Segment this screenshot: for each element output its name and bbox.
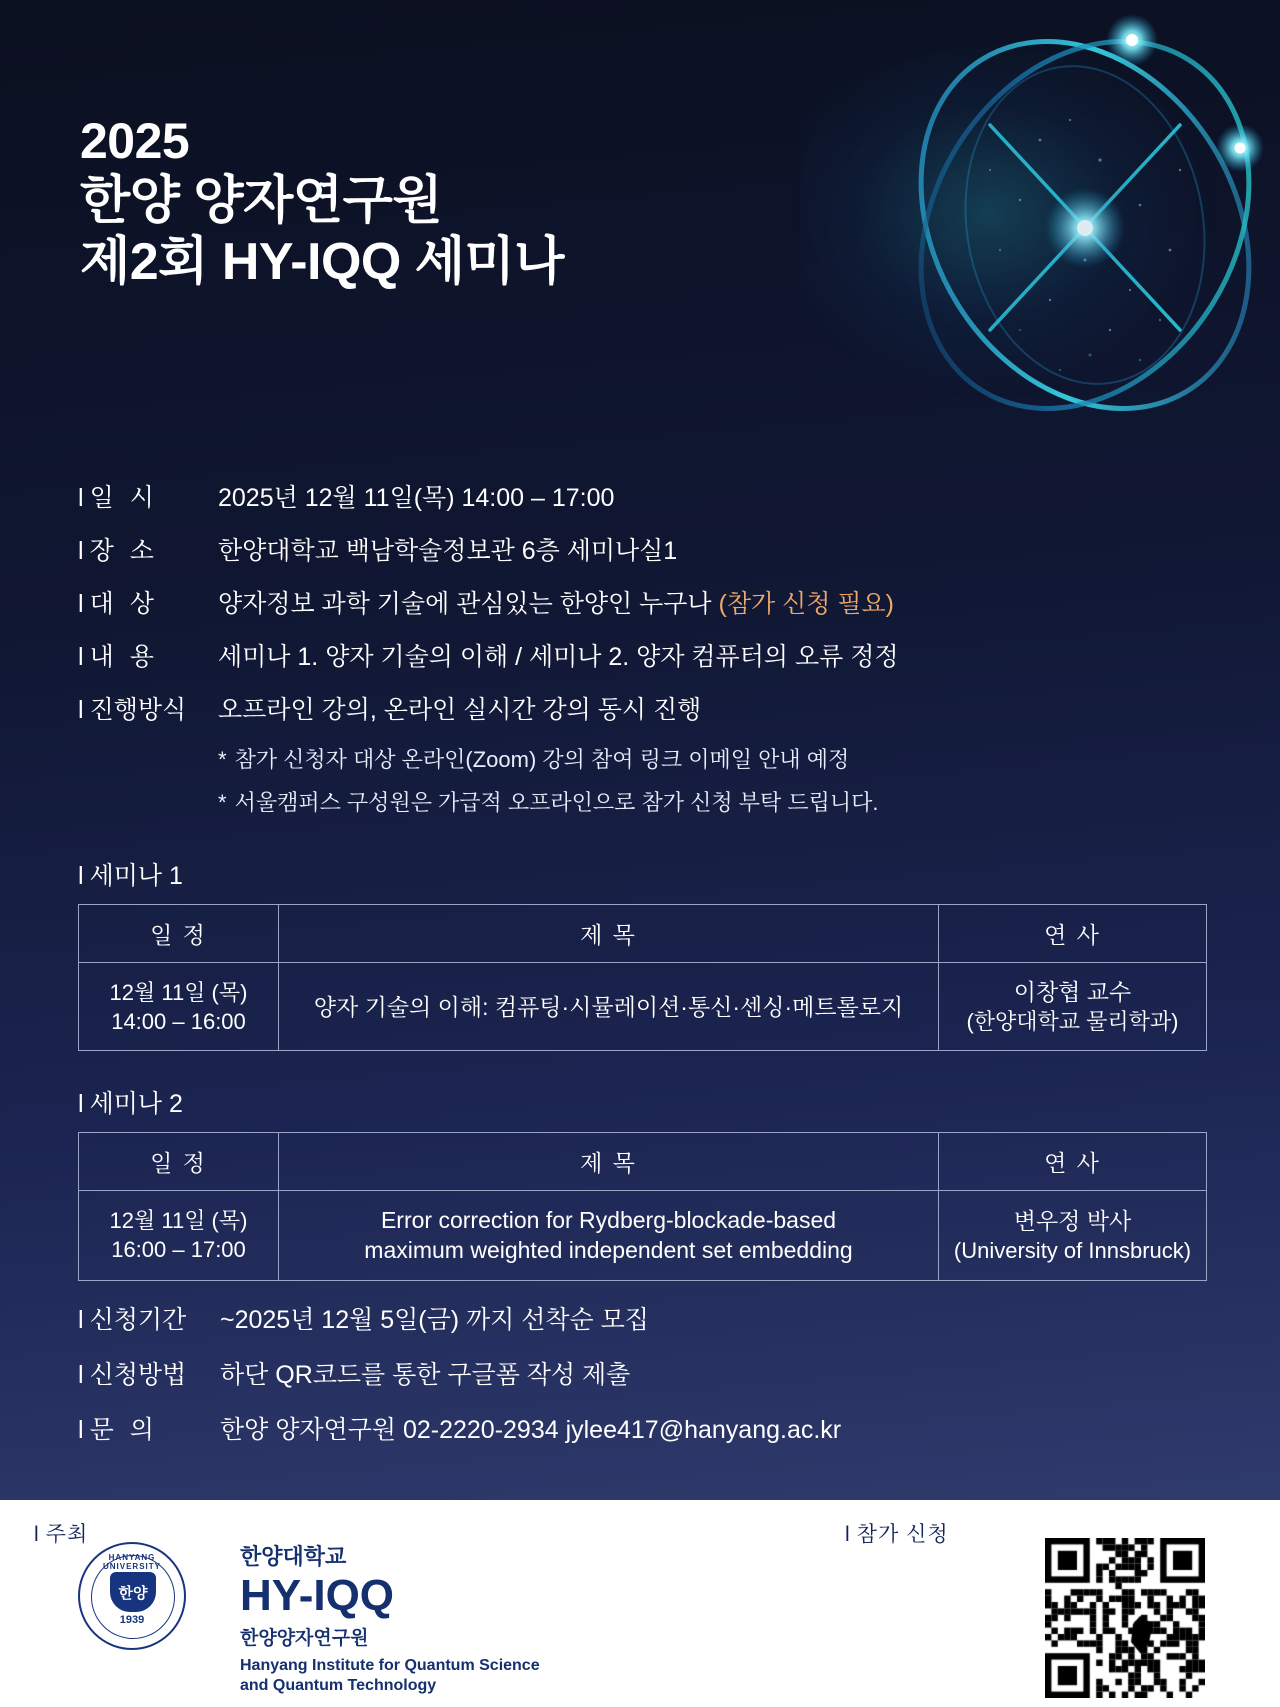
info-row-content [78, 637, 1208, 673]
info-value-date: 2025년 12월 11일(목) 14:00 ‒ 17:00 [218, 484, 615, 512]
table-header-row [79, 905, 1207, 963]
asterisk-icon: * [218, 747, 227, 772]
apply-label-text: 참가 신청 [856, 1523, 949, 1546]
col-header-title: 제 목 [279, 905, 939, 963]
qr-code-canvas[interactable] [1045, 1538, 1205, 1698]
seminar-1-table [78, 904, 1207, 1051]
bullet-bar: l [78, 643, 84, 671]
atom-svg [740, 0, 1280, 430]
seminar-2-title [78, 1084, 1206, 1120]
info-label-format: l 진행방식 [78, 696, 187, 724]
info-row-format [78, 690, 1208, 726]
cell-date [79, 963, 279, 1051]
audience-note: (참가 신청 필요) [718, 590, 894, 618]
bullet-bar: l [78, 1306, 84, 1334]
cell-date-line1: 12월 11일 (목) [109, 1208, 248, 1234]
host-label [34, 1518, 88, 1548]
emblem-year: 1939 [119, 1614, 145, 1626]
apply-label [845, 1518, 949, 1548]
emblem-shield: 한양 [110, 1572, 156, 1612]
seminar-1-title-text: 세미나 1 [89, 862, 183, 890]
table-row [79, 963, 1207, 1051]
info-row-date [78, 478, 1208, 514]
info-value-method: 하단 QR코드를 통한 구글폼 작성 제출 [220, 1361, 631, 1389]
cell-title-line2: maximum weighted independent set embedding [364, 1237, 853, 1264]
info-row-method [78, 1355, 1208, 1391]
info-label-period: l 신청기간 [78, 1306, 187, 1334]
brand-university: 한양대학교 [240, 1544, 347, 1569]
seminar-2-title-text: 세미나 2 [89, 1090, 183, 1118]
brand-institute-kr: 한양양자연구원 [240, 1628, 369, 1650]
note-text: 서울캠퍼스 구성원은 가급적 오프라인으로 참가 신청 부탁 드립니다. [234, 790, 879, 815]
title-year: 2025 [80, 113, 190, 169]
brand-institute-en-line2: and Quantum Technology [240, 1677, 437, 1695]
host-label-text: 주최 [45, 1523, 89, 1546]
title-line-3: 제2회 HY-IQQ 세미나 [80, 233, 565, 292]
info-row-contact [78, 1410, 1208, 1446]
qr-code[interactable] [1045, 1538, 1205, 1698]
note-item [218, 743, 1208, 774]
table-header-row [79, 1133, 1207, 1191]
info-value-format: 오프라인 강의, 온라인 실시간 강의 동시 진행 [218, 696, 702, 724]
audience-text: 양자정보 과학 기술에 관심있는 한양인 누구나 [218, 590, 719, 618]
col-header-speaker: 연 사 [939, 1133, 1207, 1191]
cell-speaker-affiliation: (University of Innsbruck) [953, 1238, 1192, 1264]
bullet-bar: l [78, 590, 84, 618]
seminar-1-title [78, 856, 1206, 892]
asterisk-icon: * [218, 790, 227, 815]
cell-speaker-name: 변우정 박사 [1013, 1207, 1132, 1234]
brand-institute-en-line1: Hanyang Institute for Quantum Science [240, 1657, 540, 1675]
bullet-bar: l [78, 1416, 84, 1444]
info-label-date: l 일시 [78, 484, 154, 512]
application-info [78, 1300, 1208, 1465]
poster-title [80, 112, 564, 294]
info-row-place [78, 531, 1208, 567]
cell-speaker-name: 이창협 교수 [1013, 979, 1132, 1005]
atom-glow [800, 40, 1220, 400]
col-header-date: 일 정 [79, 1133, 279, 1191]
cell-speaker-affiliation: (한양대학교 물리학과) [966, 1009, 1179, 1035]
info-value-audience [218, 584, 894, 620]
bullet-bar: l [34, 1523, 40, 1546]
info-value-content: 세미나 1. 양자 기술의 이해 / 세미나 2. 양자 컴퓨터의 오류 정정 [218, 643, 899, 671]
table-row [79, 1191, 1207, 1281]
seminar-1-section [78, 856, 1206, 1051]
info-notes [218, 743, 1208, 817]
emblem-arc-text: HANYANG UNIVERSITY [102, 1553, 161, 1571]
event-info [78, 478, 1208, 829]
note-text: 참가 신청자 대상 온라인(Zoom) 강의 참여 링크 이메일 안내 예정 [234, 747, 850, 772]
info-value-period: ~2025년 12월 5일(금) 까지 선착순 모집 [220, 1306, 649, 1334]
info-row-period [78, 1300, 1208, 1336]
cell-speaker [939, 1191, 1207, 1281]
bullet-bar: l [78, 696, 84, 724]
info-label-place: l 장소 [78, 537, 154, 565]
cell-date-line2: 16:00 ‒ 17:00 [111, 1237, 246, 1263]
info-value-place: 한양대학교 백남학술정보관 6층 세미나실1 [218, 537, 678, 565]
bullet-bar: l [78, 484, 84, 512]
cell-title [279, 1191, 939, 1281]
note-item [218, 786, 1208, 817]
bullet-bar: l [78, 537, 84, 565]
hy-iqq-brand [240, 1540, 540, 1696]
cell-title-line1: Error correction for Rydberg-blockade-based [380, 1207, 837, 1233]
seminar-2-table [78, 1132, 1207, 1281]
seminar-2-section [78, 1084, 1206, 1281]
bullet-bar: l [78, 862, 84, 890]
bullet-bar: l [78, 1361, 84, 1389]
info-label-contact: l 문의 [78, 1416, 154, 1444]
cell-date-line2: 14:00 ‒ 16:00 [111, 1008, 246, 1034]
col-header-date: 일 정 [79, 905, 279, 963]
info-row-audience [78, 584, 1208, 620]
hanyang-university-emblem [78, 1542, 186, 1650]
title-line-2: 한양 양자연구원 [80, 172, 443, 230]
info-label-audience: l 대상 [78, 590, 154, 618]
col-header-speaker: 연 사 [939, 905, 1207, 963]
cell-speaker [939, 963, 1207, 1051]
col-header-title: 제 목 [279, 1133, 939, 1191]
poster-footer [0, 1500, 1280, 1707]
info-value-contact: 한양 양자연구원 02-2220-2934 jylee417@hanyang.ac.kr [220, 1416, 842, 1444]
bullet-bar: l [845, 1523, 851, 1546]
brand-hyiqq: HY-IQQ [240, 1571, 395, 1620]
bullet-bar: l [78, 1090, 84, 1118]
info-label-content: l 내용 [78, 643, 154, 671]
cell-date [79, 1191, 279, 1281]
atom-orbit-graphic [740, 0, 1280, 430]
info-label-method: l 신청방법 [78, 1361, 187, 1389]
cell-title: 양자 기술의 이해: 컴퓨팅·시뮬레이션·통신·센싱·메트롤로지 [279, 963, 939, 1051]
cell-date-line1: 12월 11일 (목) [109, 979, 248, 1005]
